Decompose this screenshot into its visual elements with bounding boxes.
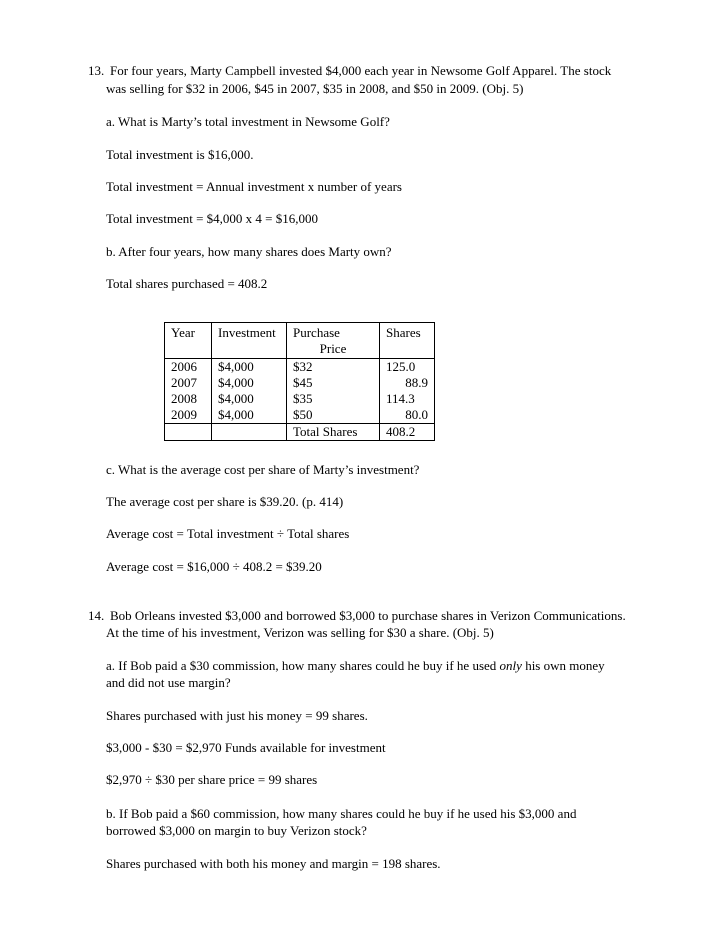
cell-price: $32 [287, 359, 380, 376]
table-header-row [165, 323, 435, 359]
calculation-text: Average cost = $16,000 ÷ 408.2 = $39.20 [106, 559, 322, 574]
cell-year: 2006 [165, 359, 212, 376]
cell-total-label: Total Shares [287, 424, 380, 441]
question-number: 14. [88, 608, 105, 623]
table-row [165, 359, 435, 376]
subquestion-a-text: a. If Bob paid a $30 commission, how many shares could he buy if he used [106, 658, 500, 673]
table-total-row [165, 424, 435, 441]
answer-text: Total shares purchased = 408.2 [106, 276, 268, 291]
question-number: 13. [88, 63, 105, 78]
cell-year: 2008 [165, 391, 212, 407]
subquestion-a-text: his own money [521, 658, 605, 673]
answer-text: The average cost per share is $39.20. (p. 414) [106, 494, 344, 509]
cell-investment: $4,000 [212, 391, 287, 407]
cell-shares: 80.0 [380, 407, 435, 424]
subquestion-b: b. If Bob paid a $60 commission, how many shares could he buy if he used his $3,000 and [106, 806, 577, 821]
table-row [165, 391, 435, 407]
cell-empty [212, 424, 287, 441]
formula-text: Total investment = Annual investment x number of years [106, 179, 402, 194]
cell-price: $50 [287, 407, 380, 424]
answer-text: Shares purchased with both his money and margin = 198 shares. [106, 856, 441, 871]
cell-investment: $4,000 [212, 407, 287, 424]
cell-investment: $4,000 [212, 359, 287, 376]
question-stem-line: At the time of his investment, Verizon was selling for $30 a share. (Obj. 5) [106, 625, 494, 640]
calculation-text: Total investment = $4,000 x 4 = $16,000 [106, 211, 318, 226]
cell-shares: 88.9 [380, 375, 435, 391]
header-investment: Investment [212, 323, 287, 359]
answer-text: Total investment is $16,000. [106, 147, 254, 162]
header-purchase-price [287, 323, 380, 359]
header-shares: Shares [380, 323, 435, 359]
subquestion-a-line2: and did not use margin? [106, 675, 231, 690]
subquestion-b-line2: borrowed $3,000 on margin to buy Verizon stock? [106, 823, 367, 838]
question-stem-line: Bob Orleans invested $3,000 and borrowed $3,000 to purchase shares in Verizon Communications. [110, 608, 626, 623]
answer-text: Shares purchased with just his money = 99 shares. [106, 708, 368, 723]
subquestion-a [106, 657, 605, 675]
emphasis-text: only [499, 658, 522, 673]
subquestion-c: c. What is the average cost per share of Marty’s investment? [106, 462, 420, 477]
cell-total-value: 408.2 [380, 424, 435, 441]
cell-year: 2007 [165, 375, 212, 391]
formula-text: Average cost = Total investment ÷ Total shares [106, 526, 350, 541]
calculation-text: $2,970 ÷ $30 per share price = 99 shares [106, 772, 318, 787]
question-stem-line: For four years, Marty Campbell invested $4,000 each year in Newsome Golf Apparel. The stock [110, 63, 612, 78]
subquestion-a: a. What is Marty’s total investment in Newsome Golf? [106, 114, 390, 129]
cell-shares: 125.0 [380, 359, 435, 376]
calculation-text: $3,000 - $30 = $2,970 Funds available for investment [106, 740, 386, 755]
cell-year: 2009 [165, 407, 212, 424]
header-price-line2: Price [319, 341, 347, 356]
cell-investment: $4,000 [212, 375, 287, 391]
cell-empty [165, 424, 212, 441]
cell-price: $35 [287, 391, 380, 407]
header-year: Year [165, 323, 212, 359]
question-stem-line: was selling for $32 in 2006, $45 in 2007, $35 in 2008, and $50 in 2009. (Obj. 5) [106, 81, 524, 96]
table-row [165, 407, 435, 424]
table-row [165, 375, 435, 391]
cell-price: $45 [287, 375, 380, 391]
cell-shares: 114.3 [380, 391, 435, 407]
header-price-line1: Purchase [293, 325, 340, 340]
shares-table [164, 322, 435, 441]
subquestion-b: b. After four years, how many shares does Marty own? [106, 244, 392, 259]
